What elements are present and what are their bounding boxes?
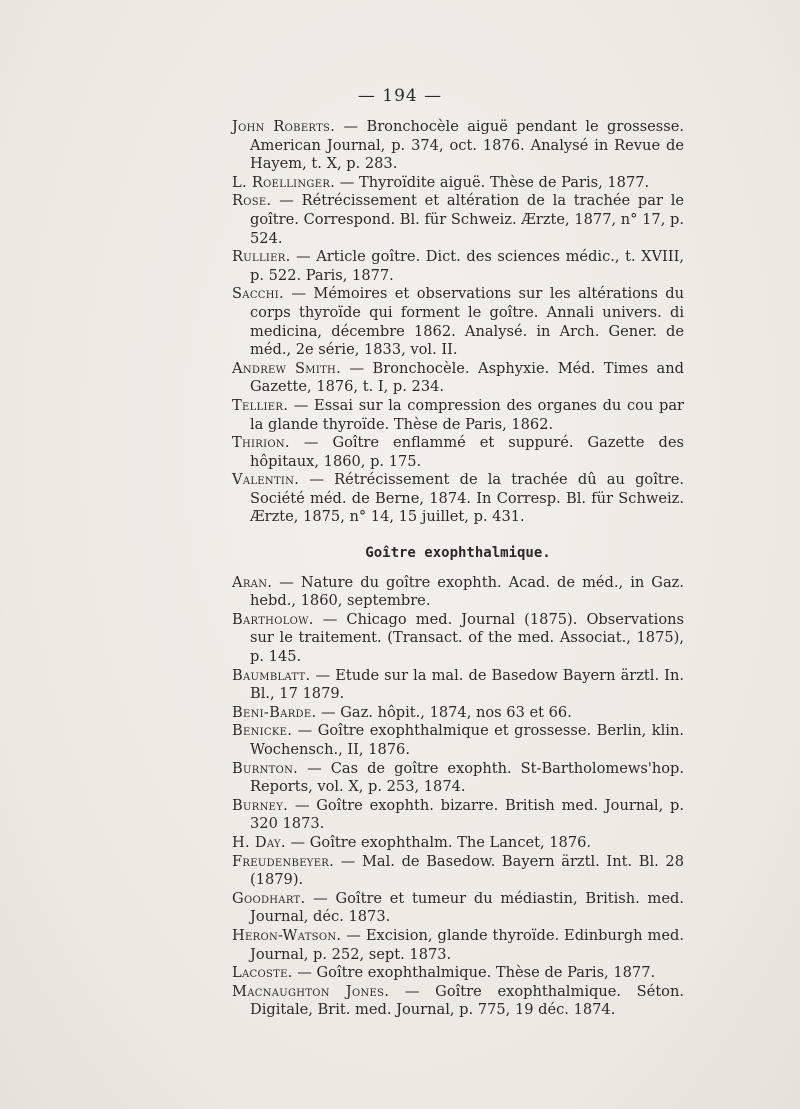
bibliography-entry [232, 722, 684, 759]
bibliography-entry [232, 853, 684, 890]
entry-text: — Goître exophthalmique. Thèse de Paris, 1877. [292, 964, 656, 982]
entry-text: — Bronchocèle. Asphyxie. Méd. Times and Gazette, 1876, t. I, p. 234. [250, 359, 685, 396]
entry-text: — Goître exophth. bizarre. British med. Journal, p. 320 1873. [250, 796, 684, 833]
entry-text: — Mal. de Basedow. Bayern ärztl. Int. Bl. 28 (1879). [250, 852, 684, 889]
entry-text: — Goître et tumeur du médiastin, British. med. Journal, déc. 1873. [250, 889, 684, 926]
entry-text: — Goître enflammé et suppuré. Gazette des hôpitaux, 1860, p. 175. [250, 434, 684, 470]
entry-author: Burney. [232, 796, 289, 814]
entry-author: Rullier. [232, 248, 291, 266]
bibliography-entry [232, 248, 684, 285]
bibliography-entry [232, 983, 684, 1020]
entry-text: — Cas de goître exophth. St-Bartholomews'hop. Reports, vol. X, p. 253, 1874. [250, 759, 684, 796]
entry-text: — Chicago med. Journal (1875). Observations sur le traitement. (Transact. of the med. Associat., 1875), p. 145. [250, 610, 684, 666]
bibliography-entry [232, 434, 684, 471]
entry-author: Baumblatt. [232, 666, 311, 684]
bibliography-entry [232, 927, 684, 964]
entry-author: Aran. [232, 573, 273, 591]
bibliography-entry [232, 611, 684, 667]
bibliography-section-goitre-exophthalmique [232, 574, 684, 1020]
entry-text: — Nature du goître exophth. Acad. de méd., in Gaz. hebd., 1860, septembre. [250, 573, 684, 610]
entry-author: Macnaughton Jones. [232, 982, 390, 1000]
entry-author: L. Roellinger. [232, 173, 336, 191]
entry-text: — Mémoires et observations sur les altérations du corps thyroïde qui forment le goître. Annali univers. di medicina, décembre 1862. Analysé. in Arch. Gener. de méd., 2e série, 1833, vol. II. [250, 285, 684, 359]
entry-author: Andrew Smith. [232, 359, 342, 377]
bibliography-list [232, 118, 684, 1020]
entry-author: Beni-Barde. [232, 703, 317, 721]
bibliography-entry [232, 360, 684, 397]
bibliography-entry [232, 890, 684, 927]
bibliography-entry [232, 174, 684, 193]
bibliography-entry [232, 471, 684, 527]
entry-author: Goodhart. [232, 889, 306, 907]
entry-author: Thirion. [232, 434, 290, 452]
entry-text: — Goître exophthalmique. Séton. Digitale, Brit. med. Journal, p. 775, 19 déc. 1874. [250, 982, 685, 1019]
entry-author: Benicke. [232, 722, 293, 740]
bibliography-entry [232, 797, 684, 834]
page-number: — 194 — [357, 86, 443, 106]
entry-text: — Essai sur la compression des organes du cou par la glande thyroïde. Thèse de Paris, 1862. [250, 396, 684, 433]
entry-author: Freudenbeyer. [232, 852, 335, 870]
entry-author: Lacoste. [232, 964, 293, 982]
entry-text: — Excision, glande thyroïde. Edinburgh med. Journal, p. 252, sept. 1873. [250, 926, 684, 963]
section-heading: Goître exophthalmique. [365, 545, 551, 562]
entry-text: — Gaz. hôpit., 1874, nos 63 et 66. [316, 703, 572, 721]
entry-author: Bartholow. [232, 610, 314, 628]
bibliography-entry [232, 667, 684, 704]
entry-text: — Bronchocèle aiguë pendant le grossesse. American Journal, p. 374, oct. 1876. Analysé in Revue de Hayem, t. X, p. 283. [250, 118, 684, 173]
bibliography-entry [232, 964, 684, 983]
bibliography-entry [232, 704, 684, 723]
entry-text: — Article goître. Dict. des sciences médic., t. XVIII, p. 522. Paris, 1877. [250, 248, 684, 284]
bibliography-entry [232, 397, 684, 434]
bibliography-entry [232, 760, 684, 797]
bibliography-entry [232, 192, 684, 248]
entry-author: Valentin. [232, 471, 300, 489]
entry-text: — Goître exophthalmique et grossesse. Berlin, klin. Wochensch., II, 1876. [250, 722, 684, 758]
entry-author: H. Day. [232, 833, 286, 851]
entry-text: — Goître exophthalm. The Lancet, 1876. [285, 833, 592, 851]
entry-text: — Thyroïdite aiguë. Thèse de Paris, 1877. [335, 173, 650, 191]
entry-text: — Etude sur la mal. de Basedow Bayern ärztl. In. Bl., 17 1879. [250, 666, 684, 703]
entry-text: — Rétrécissement de la trachée dû au goître. Société méd. de Berne, 1874. In Corresp. Bl. für Schweiz. Ærzte, 1875, n° 14, 15 juillet, p. 431. [250, 471, 684, 526]
bibliography-entry [232, 574, 684, 611]
entry-author: Tellier. [232, 396, 289, 414]
entry-author: John Roberts. [232, 118, 336, 135]
bibliography-entry [232, 834, 684, 853]
entry-text: — Rétrécissement et altération de la trachée par le goître. Correspond. Bl. für Schweiz. Ærzte, 1877, n° 17, p. 524. [250, 192, 684, 247]
entry-author: Sacchi. [232, 285, 284, 303]
bibliography-entry [232, 285, 684, 359]
entry-author: Heron-Watson. [232, 926, 342, 944]
bibliography-section-goitre [232, 118, 684, 527]
entry-author: Burnton. [232, 759, 299, 777]
bibliography-entry [232, 118, 684, 174]
entry-author: Rose. [232, 192, 272, 210]
